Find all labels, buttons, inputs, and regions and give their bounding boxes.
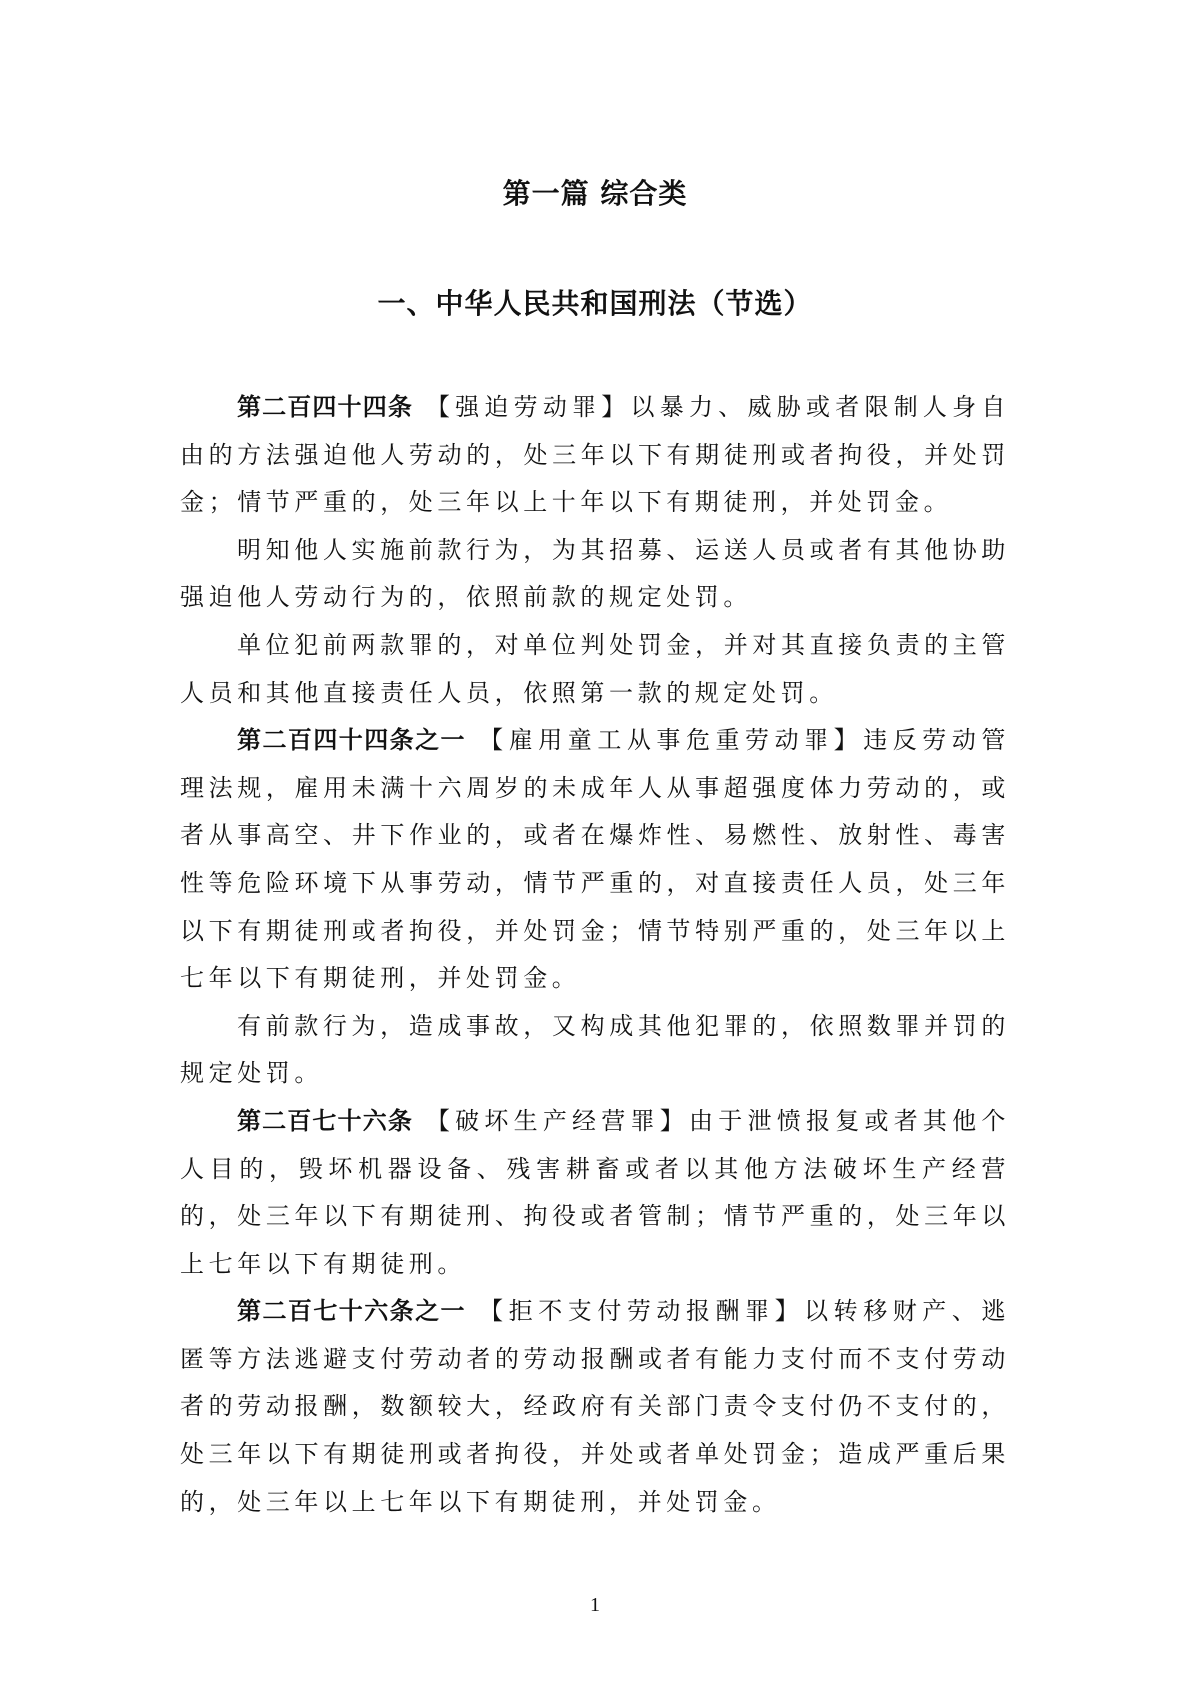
article-number: 第二百四十四条 [237, 393, 413, 421]
page-number: 1 [590, 1594, 600, 1616]
article-paragraph [180, 527, 1010, 622]
article-text: 【破坏生产经营罪】由于泄愤报复或者其他个人目的，毁坏机器设备、残害耕畜或者以其他方法破坏生产经营的，处三年以下有期徒刑、拘役或者管制；情节严重的，处三年以上七年以下有期徒刑。 [180, 1106, 1011, 1278]
article-text: 有前款行为，造成事故，又构成其他犯罪的，依照数罪并罚的规定处罚。 [180, 1011, 1010, 1088]
article-paragraph [180, 384, 1010, 527]
part-title: 第一篇 综合类 [502, 177, 688, 210]
article-paragraph [180, 622, 1010, 717]
article-number: 第二百七十六条之一 [237, 1297, 466, 1326]
article-paragraph [180, 1288, 1010, 1526]
article-text: 单位犯前两款罪的，对单位判处罚金，并对其直接负责的主管人员和其他直接责任人员，依照第一款的规定处罚。 [180, 630, 1010, 707]
article-paragraph [180, 717, 1010, 1003]
article-paragraph [180, 1003, 1010, 1098]
article-number: 第二百四十四条之一 [237, 726, 466, 755]
article-text: 明知他人实施前款行为，为其招募、运送人员或者有其他协助强迫他人劳动行为的，依照前款的规定处罚。 [180, 535, 1010, 612]
section-title: 一、中华人民共和国刑法（节选） [377, 287, 813, 320]
article-number: 第二百七十六条 [237, 1106, 413, 1135]
article-text: 【强迫劳动罪】以暴力、威胁或者限制人身自由的方法强迫他人劳动的，处三年以下有期徒刑或者拘役，并处罚金；情节严重的，处三年以上十年以下有期徒刑，并处罚金。 [180, 393, 1011, 517]
article-paragraph [180, 1098, 1010, 1288]
law-text-body [180, 384, 1010, 1526]
article-text: 【雇用童工从事危重劳动罪】违反劳动管理法规，雇用未满十六周岁的未成年人从事超强度体力劳动的，或者从事高空、井下作业的，或者在爆炸性、易燃性、放射性、毒害性等危险环境下从事劳动，情节严重的，对直接责任人员，处三年以下有期徒刑或者拘役，并处罚金；情节特别严重的，处三年以上七年以下有期徒刑，并处罚金。 [180, 726, 1010, 993]
article-text: 【拒不支付劳动报酬罪】以转移财产、逃匿等方法逃避支付劳动者的劳动报酬或者有能力支付而不支付劳动者的劳动报酬，数额较大，经政府有关部门责令支付仍不支付的，处三年以下有期徒刑或者拘役，并处或者单处罚金；造成严重后果的，处三年以上七年以下有期徒刑，并处罚金。 [180, 1297, 1010, 1516]
